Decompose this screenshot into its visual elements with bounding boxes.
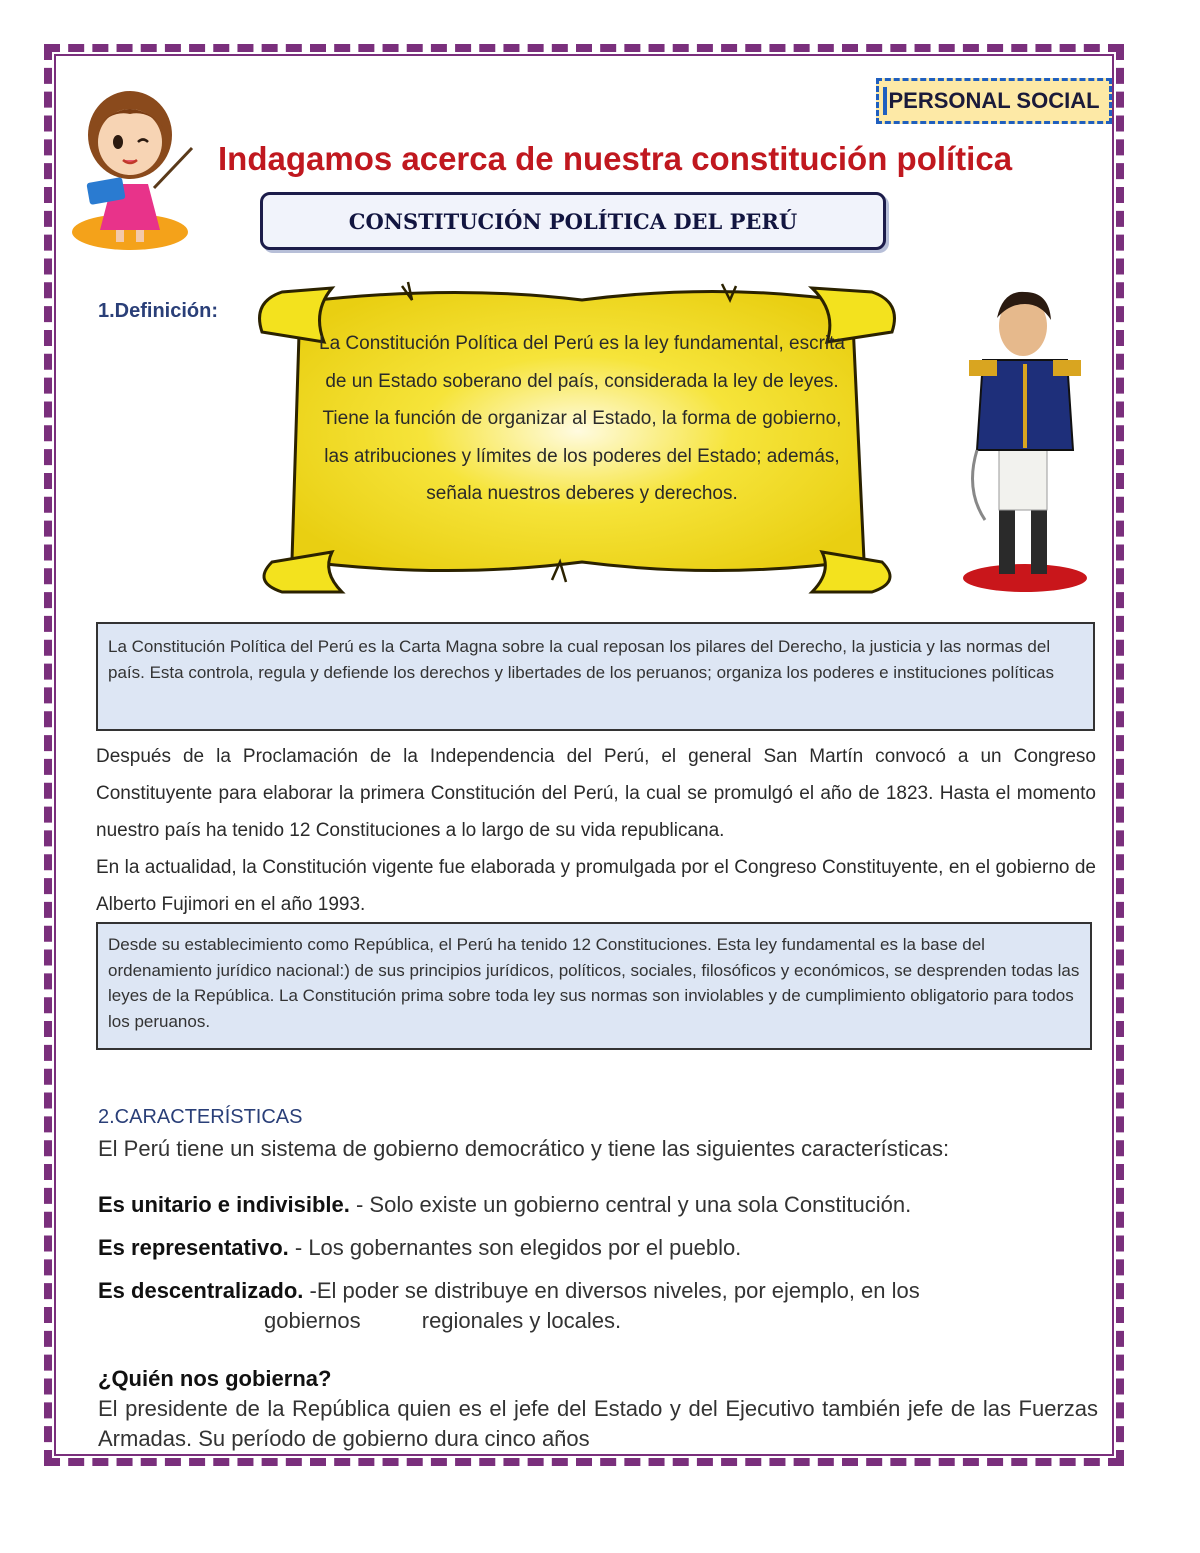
- general-illustration: [955, 280, 1095, 595]
- characteristic-term: Es unitario e indivisible.: [98, 1192, 350, 1217]
- subject-badge: [876, 78, 1112, 124]
- info-box-republica-text: Desde su establecimiento como República, el Perú ha tenido 12 Constituciones. Esta ley fundamental es la base del ordenamiento jurídico nacional:) de sus principios jurídicos, políticos, sociales, filosóficos y económicos, se desprenden todas las leyes de la República. La Constitución prima sobre toda ley sus normas son inviolables y de cumplimiento obligatorio para todos los peruanos.: [108, 935, 1080, 1031]
- characteristic-term: Es representativo.: [98, 1235, 289, 1260]
- info-box-carta-magna-text: La Constitución Política del Perú es la Carta Magna sobre la cual reposan los pilares del Derecho, la justicia y las normas del país. Esta controla, regula y defiende los derechos y libertades de los peruanos; organiza los poderes e instituciones políticas: [108, 637, 1054, 682]
- history-text: [96, 738, 1096, 923]
- characteristic-description: Solo existe un gobierno central y una sola Constitución.: [369, 1192, 912, 1217]
- characteristic-item: [98, 1276, 1098, 1306]
- characteristic-item: [98, 1190, 1098, 1220]
- subject-badge-label: PERSONAL SOCIAL: [888, 88, 1100, 113]
- page-title: Indagamos acerca de nuestra constitución política: [218, 140, 1013, 177]
- history-paragraph-2: En la actualidad, la Constitución vigente fue elaborada y promulgada por el Congreso Constituyente, en el gobierno de Alberto Fujimori en el año 1993.: [96, 857, 1096, 915]
- constitution-banner: [260, 192, 886, 250]
- characteristic-description-continued: gobiernos regionales y locales.: [264, 1308, 622, 1333]
- history-paragraph-1: Después de la Proclamación de la Independencia del Perú, el general San Martín convocó a un Congreso Constituyente para elaborar la primera Constitución del Perú, la cual se promulgó el año de 1823. Hasta el momento nuestro país ha tenido 12 Constituciones a lo largo de su vida republicana.: [96, 746, 1096, 841]
- characteristics-heading: 2.CARACTERÍSTICAS: [98, 1106, 303, 1128]
- government-answer: El presidente de la República quien es el jefe del Estado y del Ejecutivo también jefe de las Fuerzas Armadas. Su período de gobierno dura cinco años: [98, 1396, 1098, 1451]
- characteristic-description: Los gobernantes son elegidos por el pueblo.: [308, 1235, 742, 1260]
- characteristic-separator: -: [349, 1192, 370, 1217]
- info-box-carta-magna: [96, 622, 1095, 731]
- teacher-illustration: [68, 80, 198, 255]
- government-question: ¿Quién nos gobierna?: [98, 1366, 332, 1391]
- characteristic-item: [98, 1233, 1098, 1263]
- info-box-republica: [96, 922, 1092, 1050]
- definition-heading: 1.Definición:: [98, 300, 219, 322]
- definition-text: La Constitución Política del Perú es la ley fundamental, escrita de un Estado soberano del país, considerada la ley de leyes. Tiene la función de organizar al Estado, la forma de gobierno, las atribuciones y límites de los poderes del Estado; además, señala nuestros deberes y derechos.: [319, 333, 845, 505]
- constitution-banner-label: CONSTITUCIÓN POLÍTICA DEL PERÚ: [348, 208, 798, 234]
- characteristic-term: Es descentralizado.: [98, 1278, 304, 1303]
- characteristics-intro: El Perú tiene un sistema de gobierno democrático y tiene las siguientes características:: [98, 1136, 950, 1161]
- characteristic-separator: -: [303, 1278, 317, 1303]
- characteristic-separator: -: [288, 1235, 309, 1260]
- characteristic-description: El poder se distribuye en diversos niveles, por ejemplo, en los: [316, 1278, 920, 1303]
